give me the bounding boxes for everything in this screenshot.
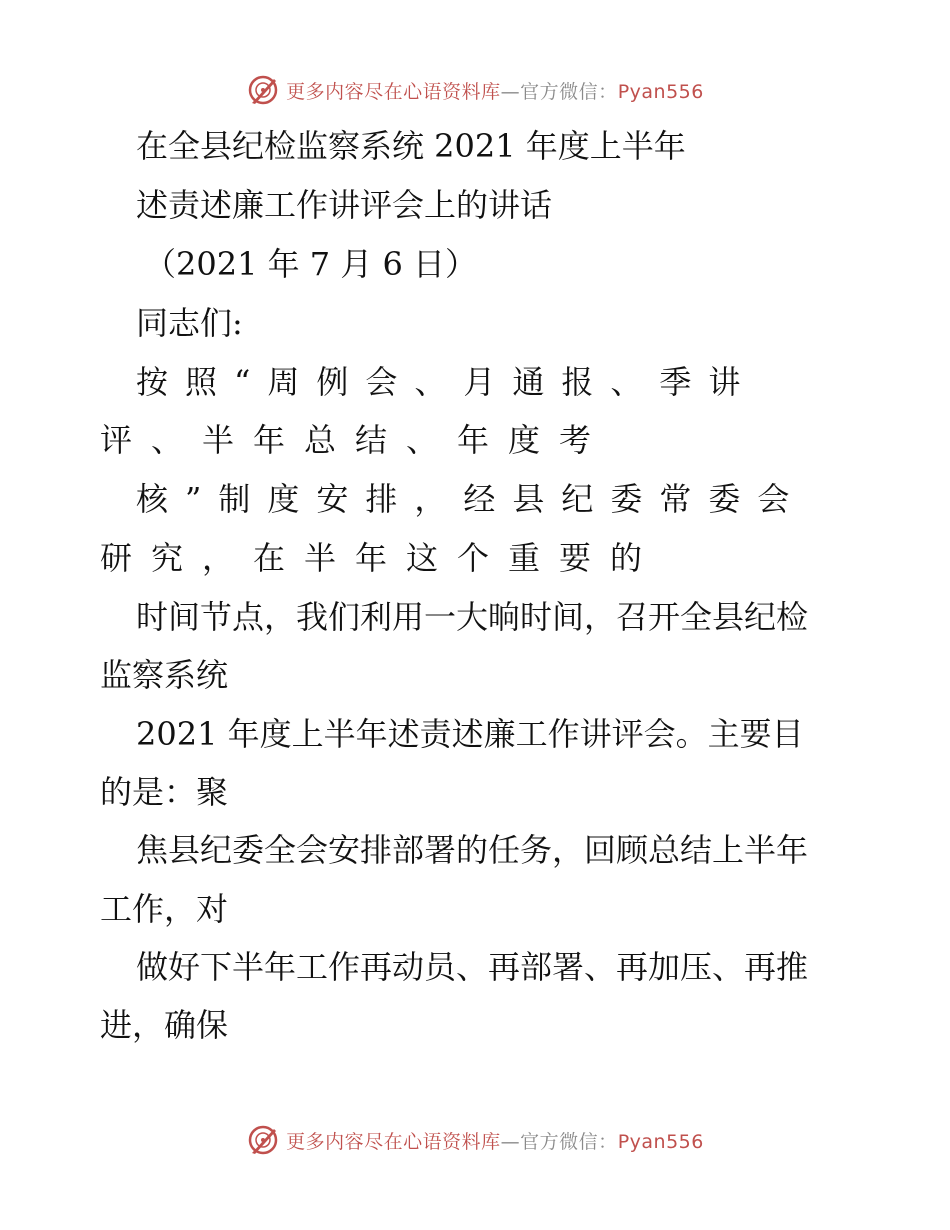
banner-wechat-id: Pyan556 xyxy=(617,80,704,103)
body-line-6: 监察系统 xyxy=(100,656,229,694)
salutation: 同志们: xyxy=(136,304,243,342)
footer-banner xyxy=(0,1120,950,1160)
banner-text xyxy=(286,77,704,104)
body-line-12: 进，确保 xyxy=(100,1006,229,1044)
body-line-3: 核”制度安排，经县纪委常委会 xyxy=(136,480,807,518)
quill-seal-icon xyxy=(246,73,280,107)
body-line-4: 研究，在半年这个重要的 xyxy=(100,539,662,577)
title-line-1: 在全县纪检监察系统 2021 年度上半年 xyxy=(136,127,686,165)
banner-text-dash: —官方微信： xyxy=(500,80,618,103)
body-line-9: 焦县纪委全会安排部署的任务，回顾总结上半年 xyxy=(136,831,809,869)
title-line-2: 述责述廉工作讲评会上的讲话 xyxy=(136,186,553,224)
header-banner xyxy=(0,70,950,110)
body-line-11: 做好下半年工作再动员、再部署、再加压、再推 xyxy=(136,948,809,986)
body-line-1: 按照“周例会、月通报、季讲 xyxy=(136,363,758,401)
body-line-7: 2021 年度上半年述责述廉工作讲评会。主要目 xyxy=(136,715,804,753)
body-line-5: 时间节点，我们利用一大晌时间，召开全县纪检 xyxy=(136,598,809,636)
body-line-2: 评、半年总结、年度考 xyxy=(100,421,611,459)
banner-text xyxy=(286,1127,704,1154)
banner-text-main: 更多内容尽在心语资料库 xyxy=(286,1130,501,1153)
banner-wechat-id: Pyan556 xyxy=(617,1130,704,1153)
banner-text-main: 更多内容尽在心语资料库 xyxy=(286,80,501,103)
quill-seal-icon xyxy=(246,1123,280,1157)
date-line: （2021 年 7 月 6 日） xyxy=(144,245,478,283)
banner-text-dash: —官方微信： xyxy=(500,1130,618,1153)
body-line-8: 的是：聚 xyxy=(100,773,229,811)
body-line-10: 工作，对 xyxy=(100,890,229,928)
